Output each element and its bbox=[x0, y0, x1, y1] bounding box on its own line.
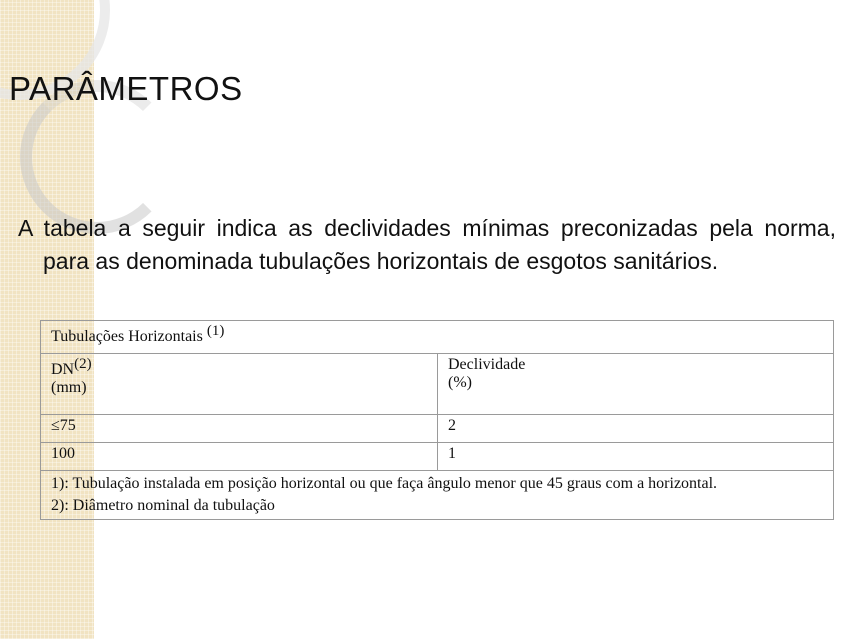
column-slope-header bbox=[438, 354, 834, 415]
table-notes-row bbox=[41, 471, 834, 520]
column-dn-unit: (mm) bbox=[51, 379, 87, 396]
cell-slope: 1 bbox=[438, 443, 834, 471]
table-header-row bbox=[41, 321, 834, 354]
column-dn-label: DN bbox=[51, 361, 75, 378]
cell-dn: 100 bbox=[41, 443, 438, 471]
table-columns-row bbox=[41, 354, 834, 415]
table-header-cell bbox=[41, 321, 834, 354]
table-row bbox=[41, 415, 834, 443]
cell-slope: 2 bbox=[438, 415, 834, 443]
table-notes-cell bbox=[41, 471, 834, 520]
cell-dn: ≤75 bbox=[41, 415, 438, 443]
table-header-ref: (1) bbox=[206, 323, 225, 339]
slope-table bbox=[40, 320, 834, 520]
slide-title: PARÂMETROS bbox=[9, 70, 243, 107]
table-header-label: Tubulações Horizontais bbox=[51, 328, 203, 345]
intro-paragraph: A tabela a seguir indica as declividades mínimas preconizadas pela norma, para as denominada tubulações horizontais de esgotos sanitários. bbox=[18, 215, 836, 274]
footnote-1: 1): Tubulação instalada em posição horizontal ou que faça ângulo menor que 45 graus com a horizontal. bbox=[51, 475, 718, 492]
column-dn-ref: (2) bbox=[74, 356, 92, 372]
footnote-2: 2): Diâmetro nominal da tubulação bbox=[51, 497, 275, 514]
table-row bbox=[41, 443, 834, 471]
column-dn-header bbox=[41, 354, 438, 415]
column-slope-unit: (%) bbox=[448, 374, 472, 391]
column-slope-label: Declividade bbox=[448, 356, 526, 373]
